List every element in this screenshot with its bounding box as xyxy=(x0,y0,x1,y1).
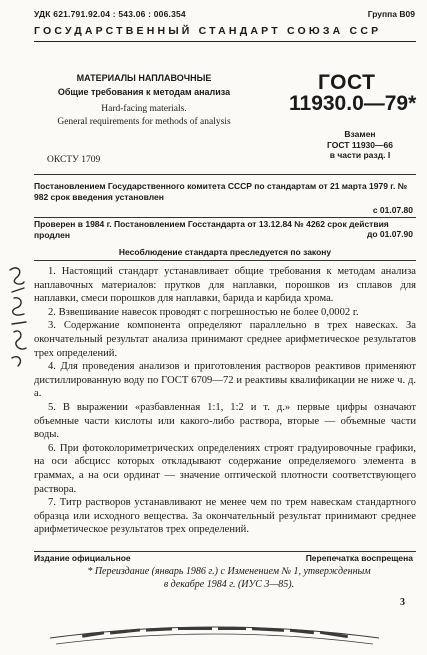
title-russian: МАТЕРИАЛЫ НАПЛАВОЧНЫЕ xyxy=(76,73,212,83)
okstu-code: ОКСТУ 1709 xyxy=(47,155,101,165)
paragraph-5: 5. В выражении «разбавленная 1:1, 1:2 и т. д.» первые цифры означают объемные части кислоты или какого-либо раствора, вторые — объемные части воды. xyxy=(34,401,416,441)
body-text xyxy=(34,265,416,537)
checked-text: Проверен в 1984 г. Постановлением Госстандарта от 13.12.84 № 4262 срок действия продлен xyxy=(34,219,389,240)
subtitle-english: General requirements for methods of analysis xyxy=(57,117,231,127)
replacement-line-3: в части разд. I xyxy=(329,150,391,160)
gost-label: ГОСТ xyxy=(318,71,376,94)
library-stamp xyxy=(42,620,387,654)
group-code: Группа В09 xyxy=(367,9,415,19)
section-rule xyxy=(34,174,416,175)
udk-code: УДК 621.791.92.04 : 543.06 : 006.354 xyxy=(34,9,186,19)
reprint-prohibited: Перепечатка воспрещена xyxy=(305,553,413,563)
official-edition: Издание официальное xyxy=(34,553,131,563)
penalty-notice: Несоблюдение стандарта преследуется по закону xyxy=(118,247,332,257)
reissue-note xyxy=(52,566,406,591)
effective-date: с 01.07.80 xyxy=(372,205,413,215)
reissue-line-1: * Переиздание (январь 1986 г.) с Изменением № 1, утвержденным xyxy=(87,566,371,577)
header-rule xyxy=(34,41,416,42)
paragraph-3: 3. Содержание компонента определяют параллельно в трех навесках. За окончательный результат анализа принимают среднее арифметическое результатов трех определений. xyxy=(34,320,416,359)
paragraph-7: 7. Титр растворов устанавливают не менее чем по трем навескам стандартного образца или исходного вещества. За окончательный результат принимают среднее арифметическое результатов трех определений. xyxy=(34,497,416,536)
replacement-line-1: Взамен xyxy=(344,129,376,139)
page-number: 3 xyxy=(400,597,405,608)
decree-text: Постановлением Государственного комитета СССР по стандартам от 21 марта 1979 г. № 982 срок введения установлен xyxy=(34,181,408,202)
decree-rule xyxy=(34,217,416,218)
body-rule xyxy=(34,260,416,261)
paragraph-2: 2. Взвешивание навесок проводят с погрешностью не более 0,0002 г. xyxy=(48,306,359,318)
paragraph-1: 1. Настоящий стандарт устанавливает общие требования к методам анализа наплавочных материалов: прутков для наплавки, порошков из сплавов для наплавки, смеси порошков для наплавки, барида и карбида хрома. xyxy=(34,266,416,305)
reissue-line-2: в декабре 1984 г. (ИУС 3—85). xyxy=(163,578,295,590)
subtitle-russian: Общие требования к методам анализа xyxy=(57,87,231,97)
handwritten-margin-note xyxy=(2,262,32,372)
replacement-line-2: ГОСТ 11930—66 xyxy=(327,139,393,150)
paragraph-6: 6. При фотоколориметрических определениях строят градуировочные графики, на оси абсцисс которых откладывают содержание определяемого элемента в граммах, а на оси ординат — значение оптической плотности соответствующего раствора. xyxy=(34,442,416,495)
standard-banner: ГОСУДАРСТВЕННЫЙ СТАНДАРТ СОЮЗА ССР xyxy=(34,25,382,37)
replacement-note xyxy=(318,129,402,161)
paragraph-4: 4. Для проведения анализов и приготовления растворов реактивов применяют дистиллированную воду по ГОСТ 6709—72 и реактивы квалификации не ниже ч. д. а. xyxy=(34,361,416,400)
footer-rule xyxy=(34,551,416,552)
extended-date: до 01.07.90 xyxy=(366,229,413,239)
gost-number: 11930.0—79* xyxy=(289,92,417,115)
title-english: Hard-facing materials. xyxy=(101,104,187,114)
